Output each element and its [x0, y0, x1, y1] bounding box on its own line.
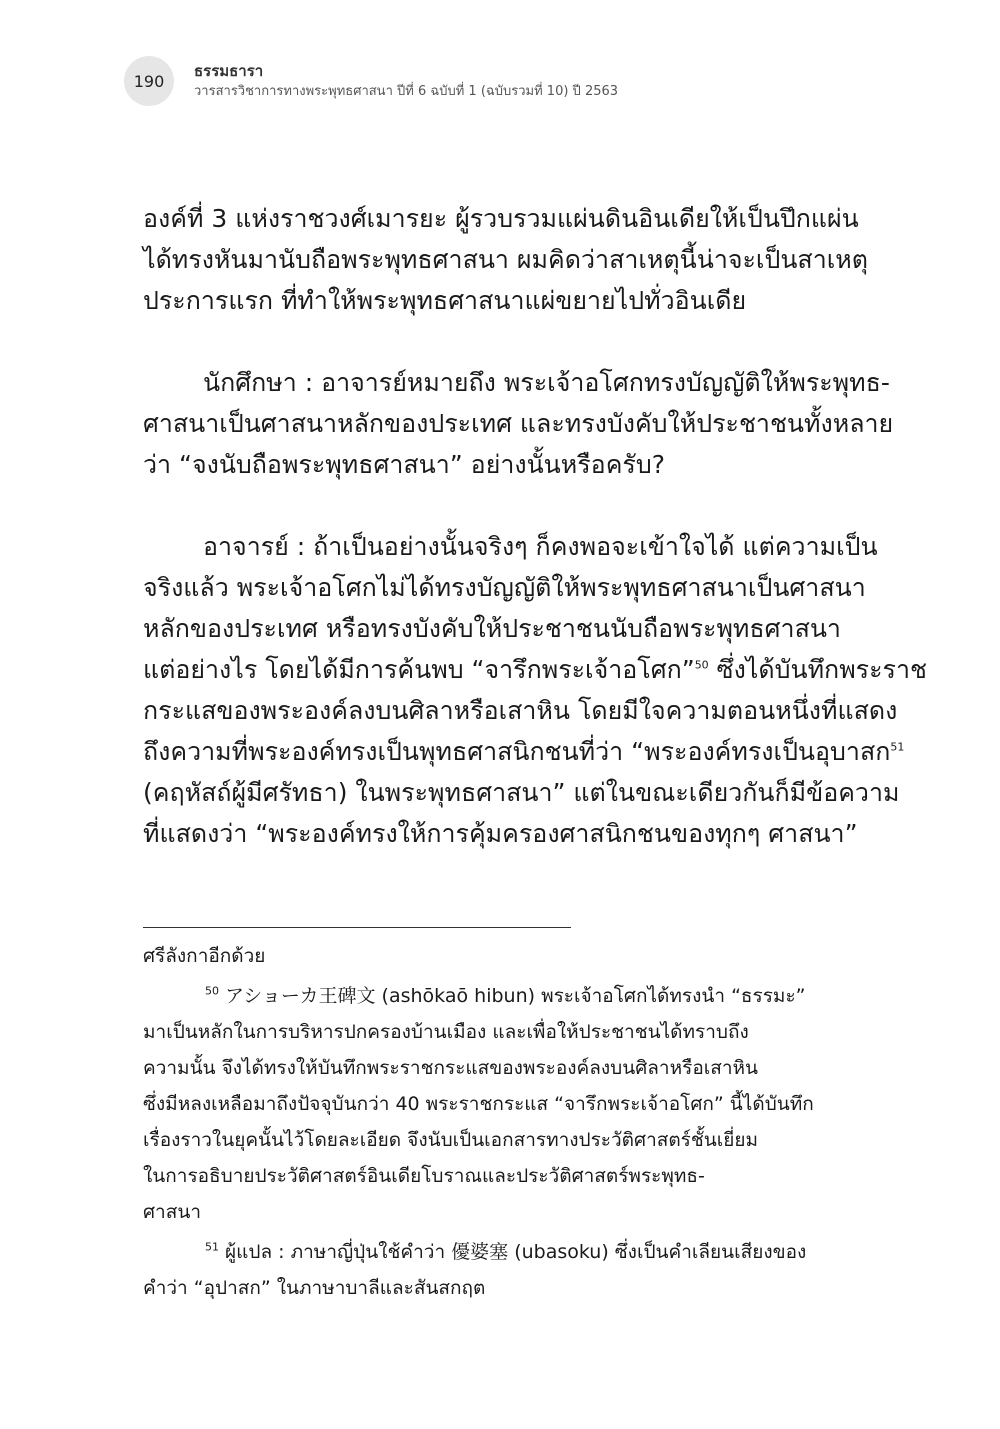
- text-line: นักศึกษา : อาจารย์หมายถึง พระเจ้าอโศกทรงบัญญัติให้พระพุทธ-: [203, 368, 890, 397]
- footnote-line: ความนั้น จึงได้ทรงให้บันทึกพระราชกระแสของพระองค์ลงบนศิลาหรือเสาหิน: [143, 1057, 759, 1079]
- footnote-line: ศรีลังกาอีกด้วย: [143, 945, 266, 967]
- page-number: 190: [124, 56, 174, 106]
- text-line: หลักของประเทศ หรือทรงบังคับให้ประชาชนนับถือพระพุทธศาสนา: [143, 614, 841, 643]
- footnote-continued: [143, 938, 833, 974]
- text-segment: アショーカ王碑文 (ashōkaō hibun) พระเจ้าอโศกได้ทรงนำ “ธรรมะ”: [219, 985, 806, 1007]
- text-line: จริงแล้ว พระเจ้าอโศกไม่ได้ทรงบัญญัติให้พระพุทธศาสนาเป็นศาสนา: [143, 573, 866, 602]
- footnote-line: มาเป็นหลักในการบริหารปกครองบ้านเมือง และเพื่อให้ประชาชนได้ทราบถึง: [143, 1021, 749, 1043]
- text-segment: แต่อย่างไร โดยได้มีการค้นพบ “จารึกพระเจ้าอโศก”: [143, 655, 695, 684]
- footnote-line: ซึ่งมีหลงเหลือมาถึงปัจจุบันกว่า 40 พระราชกระแส “จารึกพระเจ้าอโศก” นี้ได้บันทึก: [143, 1093, 814, 1115]
- text-line: องค์ที่ 3 แห่งราชวงศ์เมารยะ ผู้รวบรวมแผ่นดินอินเดียให้เป็นปึกแผ่น: [143, 204, 859, 233]
- footnote-line: [143, 978, 833, 1014]
- body-text: [143, 198, 927, 854]
- footnote-number: 50: [205, 984, 219, 998]
- text-line: ศาสนาเป็นศาสนาหลักของประเทศ และทรงบังคับให้ประชาชนทั้งหลาย: [143, 409, 894, 438]
- footnote-line: เรื่องราวในยุคนั้นไว้โดยละเอียด จึงนับเป็นเอกสารทางประวัติศาสตร์ชั้นเยี่ยม: [143, 1129, 759, 1151]
- footnote-ref-51[interactable]: 51: [890, 740, 905, 754]
- text-line: ที่แสดงว่า “พระองค์ทรงให้การคุ้มครองศาสนิกชนของทุกๆ ศาสนา”: [143, 819, 858, 848]
- journal-issue: วารสารวิชาการทางพระพุทธศาสนา ปีที่ 6 ฉบับที่ 1 (ฉบับรวมที่ 10) ปี 2563: [194, 84, 619, 99]
- journal-name: ธรรมธารา: [194, 62, 264, 80]
- footnote-line: [143, 1234, 833, 1270]
- paragraph-3: [143, 526, 927, 854]
- text-line: ว่า “จงนับถือพระพุทธศาสนา” อย่างนั้นหรือครับ?: [143, 450, 665, 479]
- text-line: [143, 649, 927, 690]
- text-line: [143, 731, 905, 772]
- text-line: กระแสของพระองค์ลงบนศิลาหรือเสาหิน โดยมีใจความตอนหนึ่งที่แสดง: [143, 696, 898, 725]
- footnotes: [143, 938, 833, 1306]
- footnote-line: ศาสนา: [143, 1201, 201, 1223]
- text-line: (คฤหัสถ์ผู้มีศรัทธา) ในพระพุทธศาสนา” แต่ในขณะเดียวกันก็มีข้อความ: [143, 778, 900, 807]
- paragraph-2: [143, 362, 894, 485]
- footnote-number: 51: [205, 1240, 219, 1254]
- text-segment: ซึ่งได้บันทึกพระราช: [708, 655, 927, 684]
- footnote-51: [143, 1234, 833, 1306]
- running-head: [194, 62, 618, 102]
- footnote-line: ในการอธิบายประวัติศาสตร์อินเดียโบราณและประวัติศาสตร์พระพุทธ-: [143, 1165, 705, 1187]
- footnote-50: [143, 978, 833, 1230]
- text-segment: ผู้แปล : ภาษาญี่ปุ่นใช้คำว่า 優婆塞 (ubasoku) ซึ่งเป็นคำเลียนเสียงของ: [219, 1241, 807, 1263]
- paragraph-1: [143, 198, 868, 321]
- footnote-ref-50[interactable]: 50: [694, 658, 709, 672]
- text-line: อาจารย์ : ถ้าเป็นอย่างนั้นจริงๆ ก็คงพอจะเข้าใจได้ แต่ความเป็น: [203, 532, 878, 561]
- footnote-divider: [143, 927, 571, 928]
- footnote-line: คำว่า “อุปาสก” ในภาษาบาลีและสันสกฤต: [143, 1277, 486, 1299]
- text-line: ประการแรก ที่ทำให้พระพุทธศาสนาแผ่ขยายไปทั่วอินเดีย: [143, 286, 747, 315]
- text-line: ได้ทรงหันมานับถือพระพุทธศาสนา ผมคิดว่าสาเหตุนี้น่าจะเป็นสาเหตุ: [143, 245, 868, 274]
- text-segment: ถึงความที่พระองค์ทรงเป็นพุทธศาสนิกชนที่ว่า “พระองค์ทรงเป็นอุบาสก: [143, 737, 891, 766]
